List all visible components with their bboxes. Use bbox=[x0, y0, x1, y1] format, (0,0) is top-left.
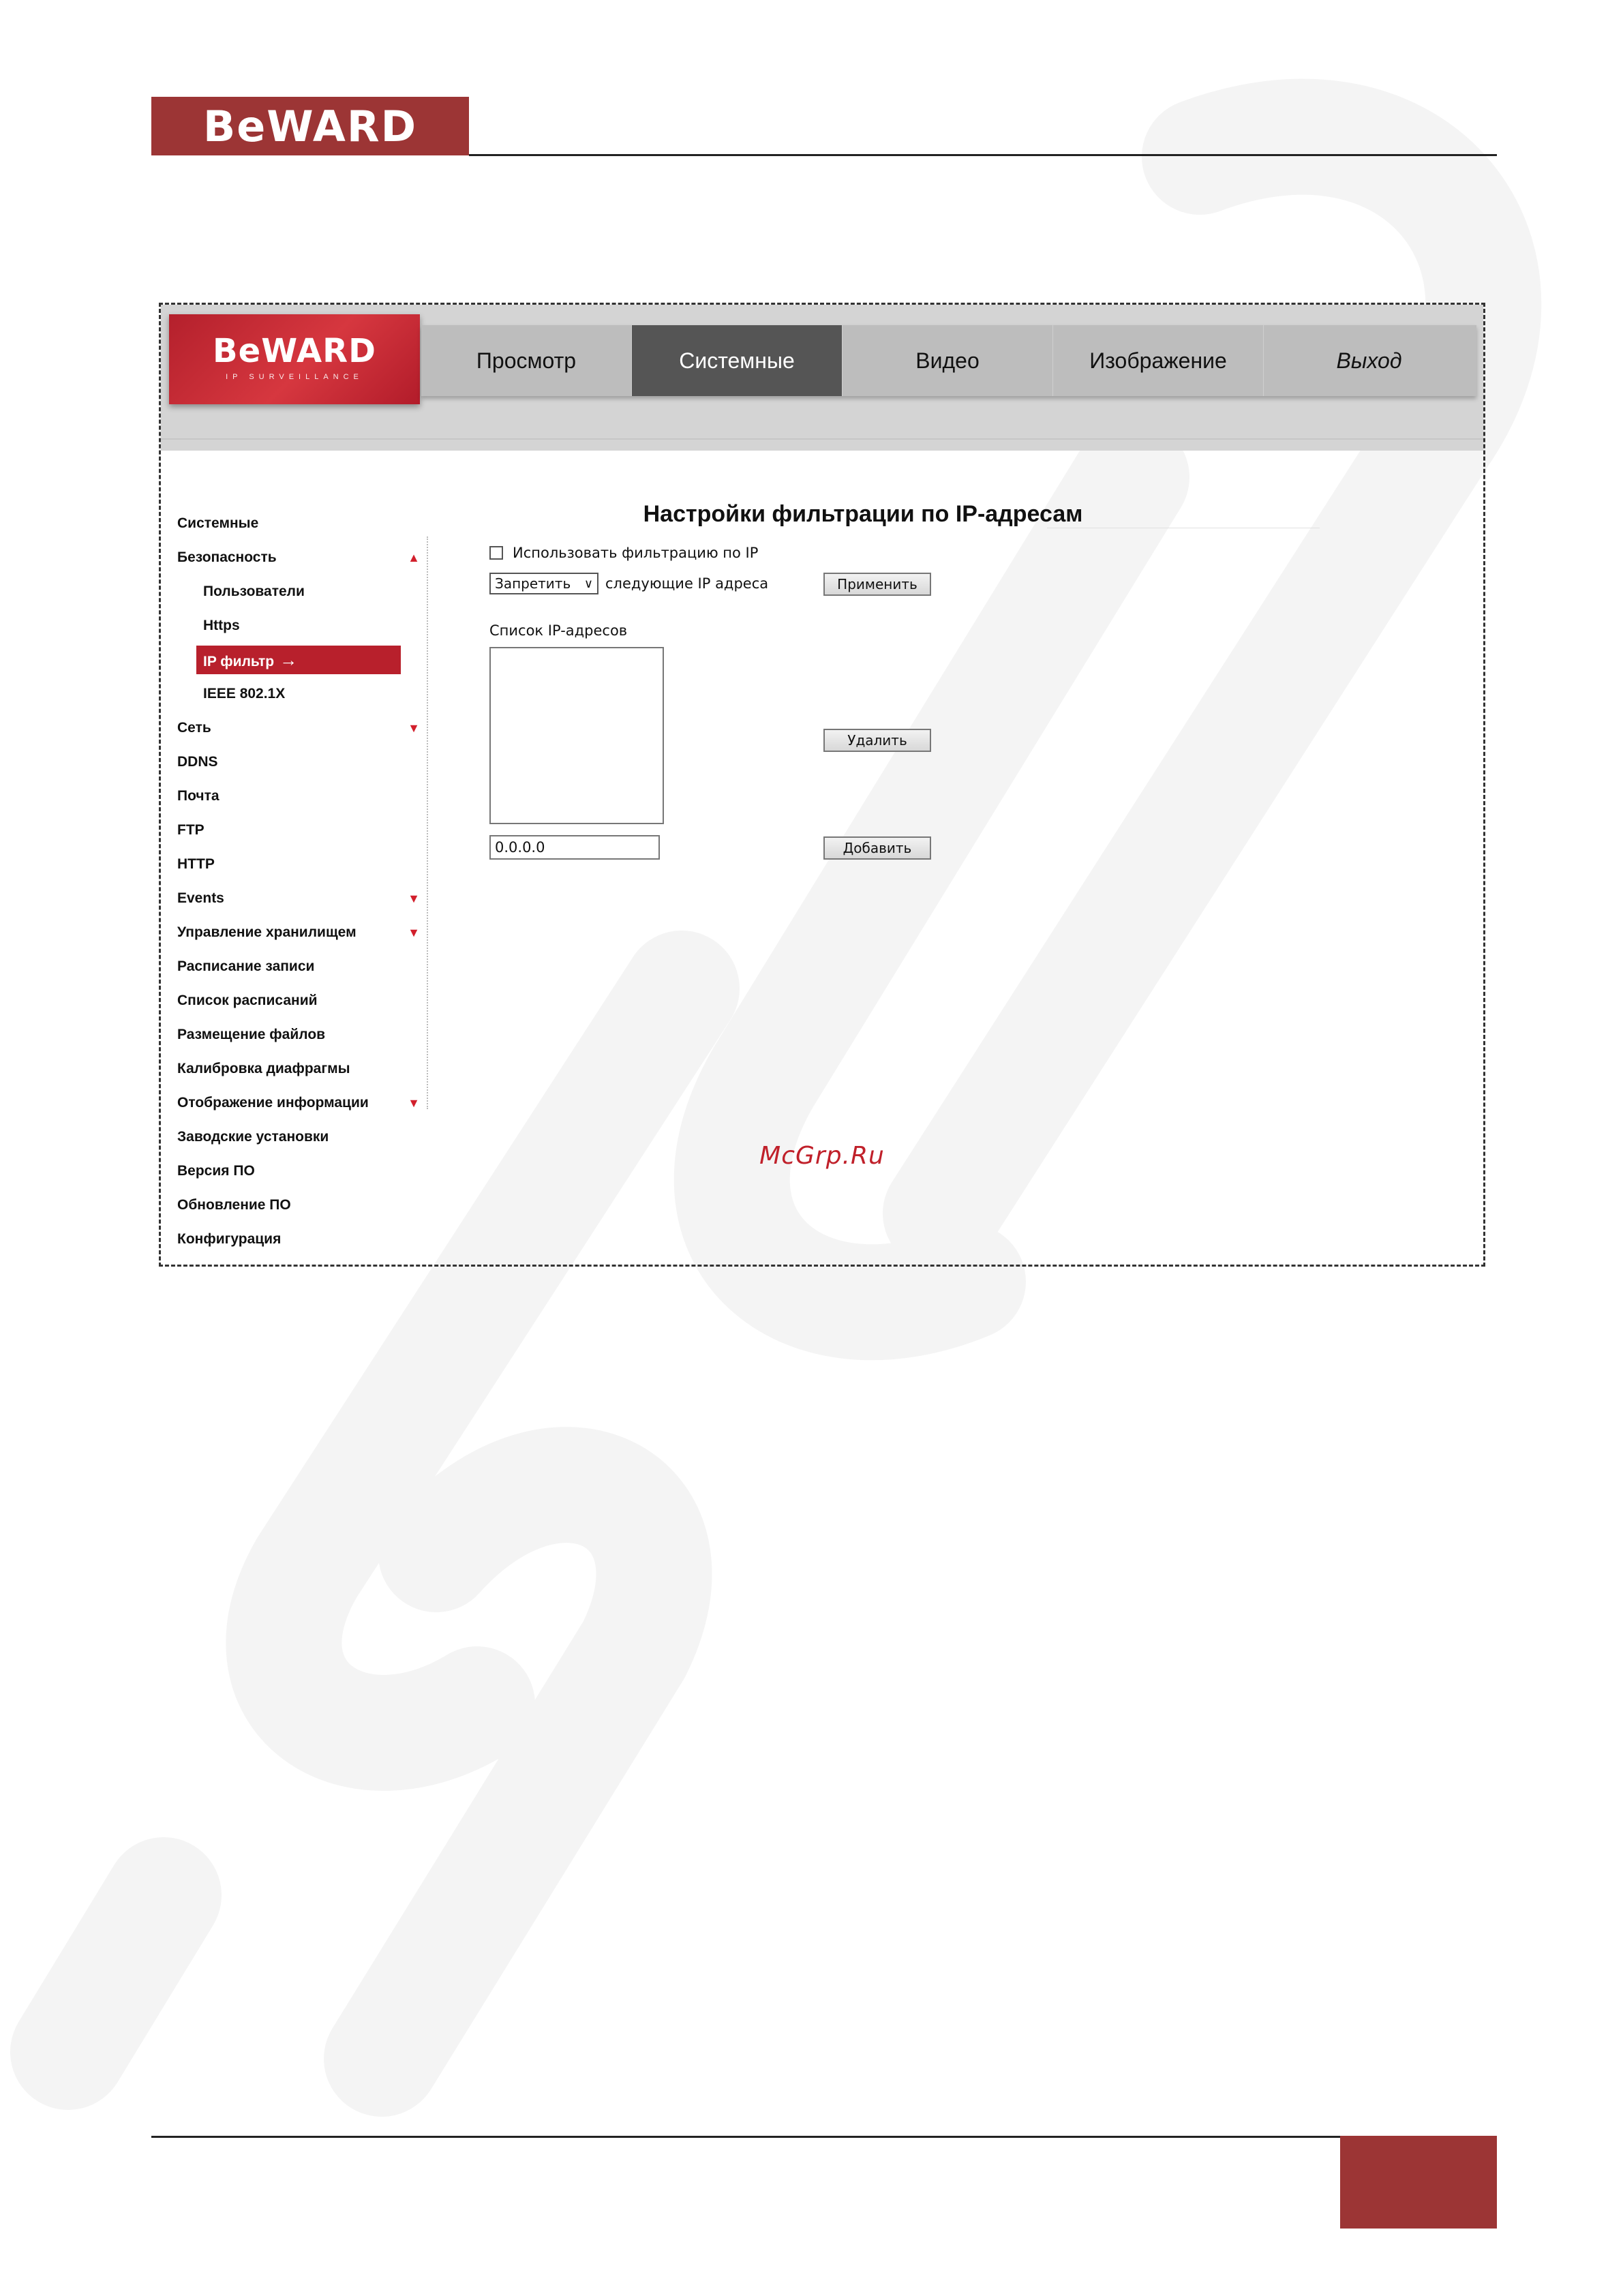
ip-list-box[interactable] bbox=[489, 647, 664, 824]
use-filter-row bbox=[489, 545, 758, 561]
nav-tab-video[interactable]: Видео bbox=[843, 325, 1053, 396]
mode-select-value: Запретить bbox=[495, 575, 571, 592]
sidebar-item[interactable] bbox=[173, 745, 432, 779]
apply-button[interactable]: Применить bbox=[823, 573, 931, 596]
sidebar-item[interactable] bbox=[173, 779, 432, 813]
sidebar-item-label: IP фильтр bbox=[203, 654, 275, 669]
watermark-text: McGrp.Ru bbox=[759, 1142, 885, 1170]
page-brand-logo bbox=[151, 97, 469, 155]
triangle-down-icon[interactable]: ▼ bbox=[408, 926, 420, 939]
nav-tab-logout[interactable]: Выход bbox=[1336, 348, 1402, 373]
sidebar-item-label: Размещение файлов bbox=[177, 1027, 326, 1042]
ui-logo-subtitle: IP SURVEILLANCE bbox=[226, 373, 363, 381]
band-divider bbox=[161, 438, 1483, 440]
sidebar-item[interactable] bbox=[173, 916, 432, 950]
sidebar-item-label: Сеть bbox=[177, 720, 211, 736]
sidebar-item[interactable] bbox=[173, 1188, 432, 1222]
sidebar-item-label: Расписание записи bbox=[177, 958, 315, 974]
sidebar-item-label: Обновление ПО bbox=[177, 1197, 291, 1213]
sidebar bbox=[173, 507, 432, 1256]
ip-list-label: Список IP-адресов bbox=[489, 622, 628, 639]
add-button[interactable]: Добавить bbox=[823, 836, 931, 860]
sidebar-item[interactable] bbox=[173, 950, 432, 984]
sidebar-item[interactable] bbox=[173, 507, 432, 541]
sidebar-item[interactable] bbox=[173, 1120, 432, 1154]
mode-suffix-label: следующие IP адреса bbox=[605, 575, 769, 592]
footer-rule bbox=[151, 2136, 1340, 2138]
mode-row bbox=[489, 573, 768, 594]
sidebar-item-label: Безопасность bbox=[177, 549, 277, 565]
sidebar-item-label: Управление хранилищем bbox=[177, 924, 357, 940]
sidebar-item-label: Почта bbox=[177, 788, 219, 804]
ui-logo bbox=[169, 314, 420, 404]
ui-screenshot-frame bbox=[159, 303, 1485, 1267]
header-rule bbox=[469, 154, 1497, 156]
sidebar-item[interactable] bbox=[173, 984, 432, 1018]
arrow-right-icon: → bbox=[279, 650, 298, 670]
sidebar-item[interactable] bbox=[173, 609, 432, 643]
sidebar-item-label: DDNS bbox=[177, 754, 218, 770]
sidebar-item-label: Отображение информации bbox=[177, 1095, 369, 1111]
footer-brand-block bbox=[1340, 2136, 1497, 2229]
sidebar-item-label: Версия ПО bbox=[177, 1163, 255, 1179]
sidebar-item-label: FTP bbox=[177, 822, 204, 838]
mode-select[interactable] bbox=[489, 573, 598, 594]
ip-address-input[interactable]: 0.0.0.0 bbox=[489, 835, 660, 860]
sidebar-item[interactable] bbox=[173, 813, 432, 847]
main-nav bbox=[421, 325, 1476, 396]
sidebar-item[interactable] bbox=[173, 1086, 432, 1120]
chevron-down-icon: ∨ bbox=[583, 576, 593, 591]
use-filter-label: Использовать фильтрацию по IP bbox=[513, 545, 759, 561]
sidebar-item-label: Системные bbox=[177, 515, 259, 531]
sidebar-item[interactable] bbox=[173, 847, 432, 881]
page-brand-text: BeWARD bbox=[202, 101, 418, 151]
sidebar-item[interactable] bbox=[173, 1018, 432, 1052]
sidebar-item[interactable] bbox=[173, 1154, 432, 1188]
sidebar-item[interactable] bbox=[173, 575, 432, 609]
sidebar-item-label: Events bbox=[177, 890, 224, 906]
sidebar-item[interactable] bbox=[173, 1052, 432, 1086]
ui-logo-brand: BeWARD bbox=[213, 332, 376, 370]
sidebar-item-label: Конфигурация bbox=[177, 1231, 282, 1247]
sidebar-item-label: Https bbox=[203, 618, 240, 633]
sidebar-item[interactable] bbox=[173, 1222, 432, 1256]
page-title: Настройки фильтрации по IP-адресам bbox=[643, 501, 1083, 527]
triangle-down-icon[interactable]: ▼ bbox=[408, 1096, 420, 1110]
sidebar-item[interactable] bbox=[173, 541, 432, 575]
sidebar-item[interactable] bbox=[173, 677, 432, 711]
delete-button[interactable]: Удалить bbox=[823, 729, 931, 752]
sidebar-item-label: Калибровка диафрагмы bbox=[177, 1061, 350, 1076]
use-filter-checkbox[interactable] bbox=[489, 546, 503, 560]
triangle-down-icon[interactable]: ▼ bbox=[408, 721, 420, 735]
sidebar-item-label: Пользователи bbox=[203, 584, 305, 599]
triangle-up-icon[interactable]: ▲ bbox=[408, 551, 420, 564]
sidebar-separator bbox=[427, 537, 428, 1109]
sidebar-item-label: Список расписаний bbox=[177, 993, 318, 1008]
nav-tab-view[interactable]: Просмотр bbox=[421, 325, 632, 396]
sidebar-item-label: HTTP bbox=[177, 856, 215, 872]
top-band bbox=[161, 305, 1483, 451]
nav-tab-system[interactable]: Системные bbox=[632, 325, 843, 396]
nav-tab-image[interactable]: Изображение bbox=[1053, 325, 1264, 396]
sidebar-item-label: Заводские установки bbox=[177, 1129, 329, 1145]
sidebar-item[interactable] bbox=[173, 711, 432, 745]
sidebar-item-label: IEEE 802.1X bbox=[203, 686, 286, 701]
triangle-down-icon[interactable]: ▼ bbox=[408, 892, 420, 905]
sidebar-item[interactable] bbox=[173, 881, 432, 916]
sidebar-item[interactable] bbox=[196, 646, 401, 674]
